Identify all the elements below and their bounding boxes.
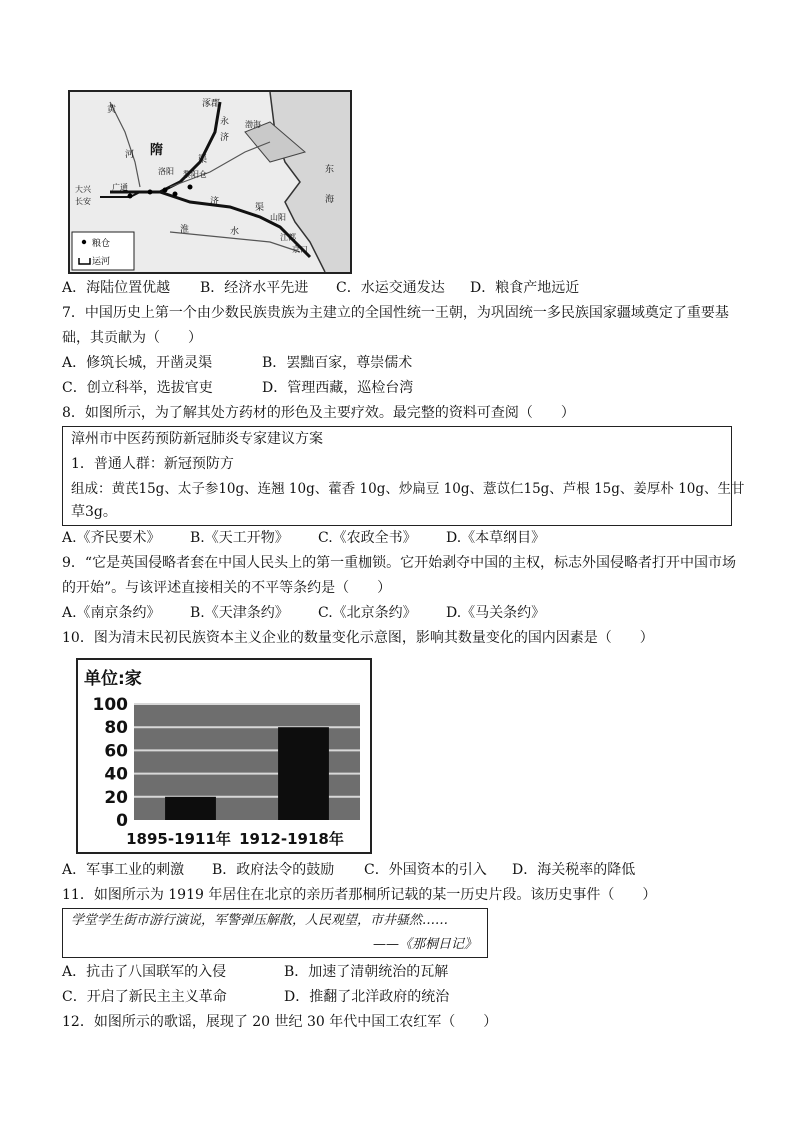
q10-option-a: A．军事工业的刺激 <box>62 862 185 878</box>
prescription-line1: 1．普通人群：新冠预防方 <box>71 456 234 472</box>
svg-text:海: 海 <box>325 195 335 205</box>
grand-canal-map <box>68 90 352 274</box>
svg-text:水: 水 <box>230 227 240 237</box>
q6-option-b: B．经济水平先进 <box>200 280 309 296</box>
prescription-title: 漳州市中医药预防新冠肺炎专家建议方案 <box>71 431 323 447</box>
svg-text:济: 济 <box>210 197 220 207</box>
svg-text:黎阳仓: 黎阳仓 <box>183 170 207 179</box>
q7-stem-line1: 7．中国历史上第一个由少数民族贵族为主建立的全国性统一王朝，为巩固统一多民族国家疆域奠定了重要基 <box>62 305 729 321</box>
svg-text:渠: 渠 <box>198 155 208 165</box>
q8-option-c: C.《农政全书》 <box>318 530 417 546</box>
svg-text:山阳: 山阳 <box>270 213 286 222</box>
bar <box>278 727 329 820</box>
svg-text:大兴: 大兴 <box>75 185 91 194</box>
q8-option-a: A.《齐民要术》 <box>62 530 161 546</box>
svg-text:粮仓: 粮仓 <box>92 239 111 249</box>
q7-option-d: D．管理西藏，巡检台湾 <box>262 380 414 396</box>
diary-source: ——《那桐日记》 <box>372 937 477 952</box>
svg-text:渠: 渠 <box>255 203 265 213</box>
y-tick-label: 20 <box>104 787 128 808</box>
svg-text:东: 东 <box>325 165 335 175</box>
q11-option-d: D．推翻了北洋政府的统治 <box>284 989 450 1005</box>
svg-text:河: 河 <box>125 150 135 160</box>
svg-text:黄: 黄 <box>107 105 117 115</box>
prescription-line2: 组成：黄芪15g、太子参10g、连翘 10g、藿香 10g、炒扁豆 10g、薏苡仁15g、芦根 15g、姜厚朴 10g、生甘 <box>71 481 745 497</box>
x-tick-label: 1912-1918年 <box>239 830 344 848</box>
q7-stem-line2: 础，其贡献为（ ） <box>62 330 202 346</box>
q9-stem-line2: 的开始”。与该评述直接相关的不平等条约是（ ） <box>62 580 392 596</box>
q10-stem: 10．图为清末民初民族资本主义企业的数量变化示意图，影响其数量变化的国内因素是（ ） <box>62 630 654 646</box>
y-tick-label: 0 <box>116 811 128 831</box>
q10-option-d: D．海关税率的降低 <box>512 862 636 878</box>
svg-text:广通: 广通 <box>112 183 128 192</box>
q9-option-c: C.《北京条约》 <box>318 605 417 621</box>
q11-stem: 11．如图所示为 1919 年居住在北京的亲历者那桐所记载的某一历史片段。该历史事件（ ） <box>62 887 657 903</box>
svg-text:永: 永 <box>220 117 230 127</box>
chart-svg <box>78 660 370 852</box>
svg-text:隋: 隋 <box>150 143 164 158</box>
x-tick-label: 1895-1911年 <box>126 830 231 848</box>
svg-text:洛阳: 洛阳 <box>158 167 174 176</box>
q11-option-a: A．抗击了八国联军的入侵 <box>62 964 227 980</box>
chart-title: 单位:家 <box>84 669 142 689</box>
y-tick-label: 40 <box>104 764 128 785</box>
q10-option-b: B．政府法令的鼓励 <box>212 862 335 878</box>
svg-text:济: 济 <box>220 133 230 143</box>
y-tick-label: 60 <box>104 741 128 762</box>
q9-stem-line1: 9．“它是英国侵略者套在中国人民头上的第一重枷锁。它开始剥夺中国的主权，标志外国侵略者打开中国市场 <box>62 555 737 571</box>
svg-text:渤海: 渤海 <box>245 120 261 129</box>
q7-option-c: C．创立科举，选拔官吏 <box>62 380 213 396</box>
q11-option-b: B．加速了清朝统治的瓦解 <box>284 964 449 980</box>
enterprise-bar-chart <box>76 658 372 854</box>
svg-text:涿郡: 涿郡 <box>202 99 221 109</box>
svg-text:长安: 长安 <box>75 197 91 206</box>
q9-option-a: A.《南京条约》 <box>62 605 161 621</box>
diary-quote-box <box>62 908 488 958</box>
q9-option-d: D.《马关条约》 <box>446 605 546 621</box>
svg-text:京口: 京口 <box>292 245 308 254</box>
q6-option-c: C．水运交通发达 <box>336 280 445 296</box>
q6-option-a: A．海陆位置优越 <box>62 280 171 296</box>
svg-text:运河: 运河 <box>92 257 111 267</box>
q10-option-c: C．外国资本的引入 <box>364 862 487 878</box>
q9-option-b: B.《天津条约》 <box>190 605 289 621</box>
q11-option-c: C．开启了新民主主义革命 <box>62 989 227 1005</box>
q7-option-a: A．修筑长城，开凿灵渠 <box>62 355 213 371</box>
q12-stem: 12．如图所示的歌谣，展现了 20 世纪 30 年代中国工农红军（ ） <box>62 1014 498 1030</box>
svg-text:江都: 江都 <box>280 233 296 242</box>
bar <box>165 797 216 820</box>
prescription-box <box>62 426 745 526</box>
q8-option-d: D.《本草纲目》 <box>446 530 546 546</box>
q7-option-b: B．罢黜百家，尊崇儒术 <box>262 355 413 371</box>
prescription-line3: 草3g。 <box>71 504 117 520</box>
map-drawing <box>70 92 350 272</box>
svg-text:淮: 淮 <box>180 225 190 235</box>
y-tick-label: 100 <box>92 695 128 715</box>
y-tick-label: 80 <box>104 718 128 739</box>
q8-option-b: B.《天工开物》 <box>190 530 289 546</box>
q8-stem: 8．如图所示，为了解其处方药材的形色及主要疗效。最完整的资料可查阅（ ） <box>62 405 575 421</box>
diary-quote: 学堂学生街市游行演说，军警弹压解散，人民观望，市井骚然…… <box>71 913 449 928</box>
q6-option-d: D．粮食产地远近 <box>470 280 580 296</box>
